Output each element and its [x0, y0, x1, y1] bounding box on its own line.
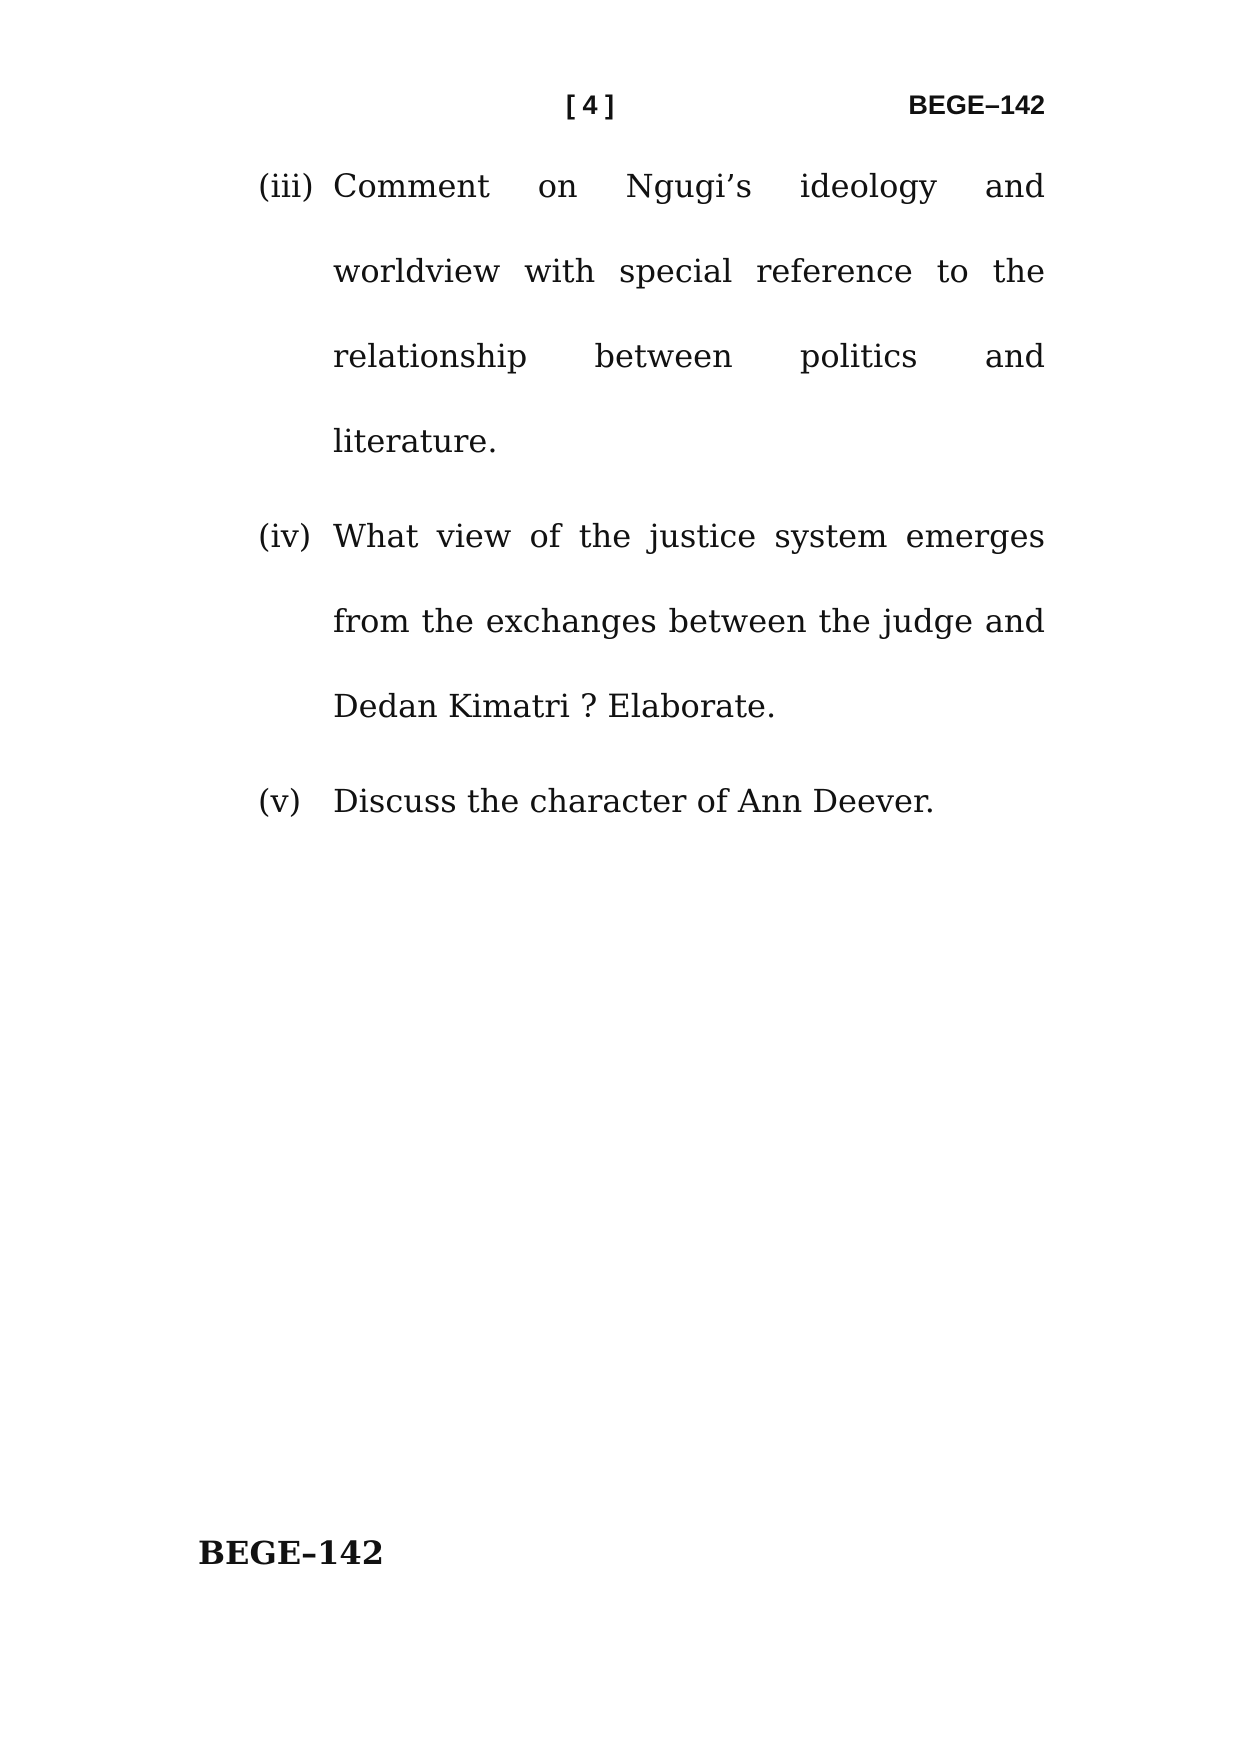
question-v: [258, 759, 1045, 844]
page-number: [ 4 ]: [566, 90, 615, 120]
question-list: [258, 144, 1045, 844]
paper-code-header: BEGE–142: [908, 90, 1045, 120]
question-number: (v): [258, 782, 302, 820]
question-iv: [258, 494, 1045, 749]
question-number: (iii): [258, 167, 314, 205]
question-iii: [258, 144, 1045, 484]
question-text: What view of the justice system emerges from the exchanges between the judge and Dedan Kimatri ? Elaborate.: [333, 517, 1045, 725]
paper-code-footer: BEGE–142: [198, 1534, 384, 1572]
question-number: (iv): [258, 517, 312, 555]
question-text: Discuss the character of Ann Deever.: [333, 782, 935, 820]
question-text: Comment on Ngugi’s ideology and worldview with special reference to the relationship between politics and literature.: [333, 167, 1045, 460]
